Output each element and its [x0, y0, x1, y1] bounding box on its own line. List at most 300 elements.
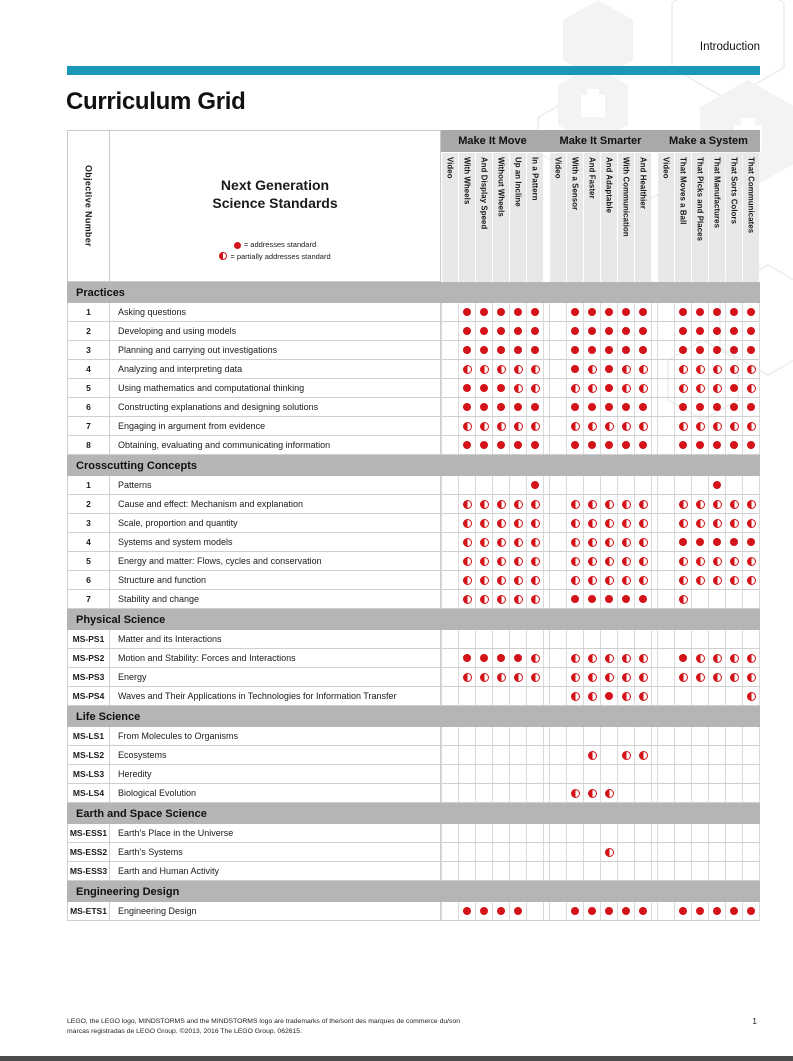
mark-cell — [692, 687, 709, 705]
filled-circle-icon — [730, 538, 738, 546]
mark-cell — [459, 476, 476, 494]
marks-cells — [441, 360, 760, 378]
table-row — [67, 862, 760, 881]
mark-cell — [635, 590, 652, 608]
mark-cell — [743, 398, 760, 416]
filled-circle-icon — [605, 308, 613, 316]
mark-group — [441, 727, 544, 745]
half-filled-circle-icon — [531, 557, 540, 566]
column-header-with-communication — [618, 153, 634, 282]
mark-cell — [510, 902, 527, 920]
filled-circle-icon — [463, 346, 471, 354]
mark-cell — [692, 398, 709, 416]
mark-cell — [618, 649, 635, 667]
half-filled-circle-icon — [463, 595, 472, 604]
half-filled-circle-icon — [571, 422, 580, 431]
filled-circle-icon — [639, 346, 647, 354]
column-header-label: And Adaptable — [604, 157, 614, 214]
mark-cell — [550, 649, 567, 667]
mark-cell — [493, 533, 510, 551]
filled-circle-icon — [571, 595, 579, 603]
mark-cell — [658, 436, 675, 454]
mark-cell — [527, 862, 544, 880]
standards-title — [212, 176, 337, 212]
mark-cell — [635, 436, 652, 454]
mark-cell — [442, 590, 459, 608]
filled-circle-icon — [679, 907, 687, 915]
column-header-that-communicates — [743, 153, 759, 282]
filled-circle-icon — [463, 441, 471, 449]
mark-cell — [510, 843, 527, 861]
half-filled-circle-icon — [639, 576, 648, 585]
half-filled-circle-icon — [639, 751, 648, 760]
filled-circle-icon — [480, 327, 488, 335]
objective-number-cell: 5 — [67, 379, 110, 397]
half-filled-circle-icon — [514, 519, 523, 528]
mark-cell — [567, 687, 584, 705]
filled-circle-icon — [747, 403, 755, 411]
standard-label-cell: Structure and function — [110, 571, 441, 589]
mark-cell — [692, 514, 709, 532]
mark-cell — [442, 322, 459, 340]
mark-cell — [658, 303, 675, 321]
mark-cell — [743, 571, 760, 589]
filled-circle-icon — [514, 327, 522, 335]
mark-cell — [675, 784, 692, 802]
half-filled-circle-icon — [679, 673, 688, 682]
filled-circle-icon — [497, 308, 505, 316]
mark-cell — [601, 902, 618, 920]
half-filled-circle-icon — [622, 576, 631, 585]
mark-cell — [527, 398, 544, 416]
marks-cells — [441, 590, 760, 608]
column-strip-group — [657, 153, 760, 282]
half-filled-circle-icon — [730, 519, 739, 528]
mark-cell — [675, 436, 692, 454]
filled-circle-icon — [588, 595, 596, 603]
mark-cell — [743, 360, 760, 378]
table-row — [67, 902, 760, 921]
mark-cell — [726, 843, 743, 861]
half-filled-circle-icon — [747, 557, 756, 566]
half-filled-circle-icon — [588, 519, 597, 528]
mark-cell — [726, 341, 743, 359]
mark-cell — [567, 843, 584, 861]
mark-cell — [601, 746, 618, 764]
filled-circle-icon — [571, 403, 579, 411]
mark-cell — [493, 687, 510, 705]
marks-cells — [441, 436, 760, 454]
filled-circle-icon — [497, 441, 505, 449]
half-filled-circle-icon — [463, 519, 472, 528]
mark-cell — [459, 746, 476, 764]
filled-circle-icon — [713, 481, 721, 489]
mark-cell — [459, 784, 476, 802]
column-header-label: Up an Incline — [513, 157, 523, 207]
mark-cell — [442, 398, 459, 416]
half-filled-circle-icon — [605, 654, 614, 663]
mark-cell — [658, 687, 675, 705]
filled-circle-icon — [622, 403, 630, 411]
half-filled-circle-icon — [679, 384, 688, 393]
mark-cell — [618, 514, 635, 532]
mark-group — [441, 571, 544, 589]
half-filled-circle-icon — [480, 595, 489, 604]
mark-cell — [527, 843, 544, 861]
mark-group — [441, 649, 544, 667]
half-filled-circle-icon — [514, 365, 523, 374]
half-filled-circle-icon — [571, 500, 580, 509]
half-filled-circle-icon — [531, 422, 540, 431]
mark-cell — [510, 495, 527, 513]
half-filled-circle-icon — [463, 422, 472, 431]
mark-cell — [726, 746, 743, 764]
half-filled-circle-icon — [747, 673, 756, 682]
mark-cell — [675, 668, 692, 686]
column-header-with-wheels — [459, 153, 475, 282]
mark-cell — [618, 341, 635, 359]
mark-cell — [709, 902, 726, 920]
mark-cell — [584, 514, 601, 532]
standard-label-cell: Systems and system models — [110, 533, 441, 551]
mark-cell — [726, 476, 743, 494]
mark-cell — [618, 824, 635, 842]
mark-cell — [493, 649, 510, 667]
half-filled-circle-icon — [747, 500, 756, 509]
mark-cell — [567, 341, 584, 359]
mark-cell — [601, 571, 618, 589]
mark-cell — [476, 630, 493, 648]
half-filled-circle-icon — [531, 654, 540, 663]
mark-cell — [743, 514, 760, 532]
half-filled-circle-icon — [679, 557, 688, 566]
mark-cell — [709, 746, 726, 764]
mark-cell — [675, 824, 692, 842]
mark-cell — [476, 727, 493, 745]
filled-circle-icon — [622, 346, 630, 354]
mark-cell — [493, 341, 510, 359]
mark-cell — [658, 379, 675, 397]
mark-cell — [658, 590, 675, 608]
mark-cell — [675, 862, 692, 880]
mark-cell — [584, 630, 601, 648]
filled-circle-icon — [571, 346, 579, 354]
mark-group — [441, 668, 544, 686]
half-filled-circle-icon — [747, 692, 756, 701]
mark-cell — [709, 495, 726, 513]
mark-group — [657, 727, 760, 745]
filled-circle-icon — [480, 308, 488, 316]
objective-number-cell: 7 — [67, 590, 110, 608]
mark-cell — [743, 322, 760, 340]
half-filled-circle-icon — [605, 576, 614, 585]
mark-cell — [743, 590, 760, 608]
half-filled-circle-icon — [480, 422, 489, 431]
half-filled-circle-icon — [622, 384, 631, 393]
half-filled-circle-icon — [747, 365, 756, 374]
mark-cell — [692, 862, 709, 880]
mark-cell — [743, 765, 760, 783]
table-row — [67, 303, 760, 322]
mark-cell — [675, 571, 692, 589]
mark-cell — [567, 784, 584, 802]
mark-cell — [550, 746, 567, 764]
column-header-and-display-speed — [476, 153, 492, 282]
objective-number-cell: 4 — [67, 360, 110, 378]
filled-circle-icon — [747, 907, 755, 915]
mark-group — [549, 360, 652, 378]
standard-label-cell: Engineering Design — [110, 902, 441, 920]
mark-cell — [658, 360, 675, 378]
mark-cell — [692, 784, 709, 802]
mark-cell — [550, 322, 567, 340]
filled-circle-icon — [605, 403, 613, 411]
mark-cell — [584, 476, 601, 494]
mark-cell — [476, 746, 493, 764]
legend — [219, 239, 330, 262]
mark-cell — [709, 571, 726, 589]
marks-cells — [441, 727, 760, 745]
mark-cell — [635, 746, 652, 764]
mark-cell — [658, 784, 675, 802]
mark-cell — [550, 687, 567, 705]
mark-cell — [527, 824, 544, 842]
half-filled-circle-icon — [622, 692, 631, 701]
half-filled-circle-icon — [639, 500, 648, 509]
half-filled-circle-icon — [622, 557, 631, 566]
mark-group — [657, 765, 760, 783]
mark-cell — [493, 765, 510, 783]
filled-circle-icon — [480, 346, 488, 354]
half-filled-circle-icon — [696, 500, 705, 509]
mark-cell — [709, 341, 726, 359]
mark-cell — [493, 630, 510, 648]
mark-cell — [476, 417, 493, 435]
mark-cell — [550, 552, 567, 570]
mark-cell — [550, 360, 567, 378]
half-filled-circle-icon — [531, 673, 540, 682]
filled-circle-icon — [571, 441, 579, 449]
mark-group — [657, 533, 760, 551]
mark-cell — [510, 303, 527, 321]
mark-group — [549, 303, 652, 321]
half-filled-circle-icon — [730, 654, 739, 663]
mark-cell — [658, 322, 675, 340]
mark-cell — [527, 765, 544, 783]
filled-circle-icon — [622, 907, 630, 915]
mark-cell — [493, 322, 510, 340]
filled-circle-icon — [531, 308, 539, 316]
half-filled-circle-icon — [713, 654, 722, 663]
mark-cell — [459, 514, 476, 532]
half-filled-circle-icon — [571, 789, 580, 798]
column-header-and-healthier — [635, 153, 651, 282]
half-filled-circle-icon — [588, 789, 597, 798]
filled-circle-icon — [730, 441, 738, 449]
filled-circle-icon — [571, 907, 579, 915]
mark-cell — [601, 727, 618, 745]
column-header-label: That Moves a Ball — [678, 157, 688, 225]
half-filled-circle-icon — [588, 384, 597, 393]
marks-cells — [441, 630, 760, 648]
column-header-video — [658, 153, 674, 282]
half-filled-circle-icon — [514, 422, 523, 431]
half-filled-circle-icon — [713, 365, 722, 374]
standard-label-cell: Earth's Systems — [110, 843, 441, 861]
mark-cell — [459, 341, 476, 359]
mark-cell — [658, 649, 675, 667]
half-filled-circle-icon — [588, 673, 597, 682]
mark-cell — [510, 784, 527, 802]
mark-cell — [709, 649, 726, 667]
mark-cell — [442, 746, 459, 764]
mark-cell — [709, 360, 726, 378]
column-header-label: Video — [661, 157, 671, 179]
half-filled-circle-icon — [531, 365, 540, 374]
column-header-that-picks-and-places — [692, 153, 708, 282]
mark-cell — [584, 341, 601, 359]
half-filled-circle-icon — [730, 673, 739, 682]
column-header-label: Video — [553, 157, 563, 179]
mark-cell — [726, 824, 743, 842]
mark-cell — [510, 765, 527, 783]
marks-cells — [441, 746, 760, 764]
filled-circle-icon — [622, 308, 630, 316]
mark-cell — [692, 379, 709, 397]
mark-cell — [709, 436, 726, 454]
mark-cell — [527, 784, 544, 802]
mark-cell — [510, 341, 527, 359]
filled-circle-icon — [639, 327, 647, 335]
half-filled-circle-icon — [588, 751, 597, 760]
mark-cell — [493, 784, 510, 802]
mark-cell — [743, 533, 760, 551]
half-filled-circle-icon — [605, 673, 614, 682]
mark-cell — [743, 495, 760, 513]
mark-cell — [743, 630, 760, 648]
standard-label-cell: Asking questions — [110, 303, 441, 321]
half-filled-circle-icon — [480, 538, 489, 547]
mark-cell — [635, 322, 652, 340]
mark-cell — [618, 765, 635, 783]
mark-cell — [550, 341, 567, 359]
column-strip-group — [441, 153, 544, 282]
mark-cell — [567, 495, 584, 513]
mark-cell — [459, 379, 476, 397]
mark-cell — [692, 341, 709, 359]
mark-cell — [635, 649, 652, 667]
table-header — [67, 130, 760, 282]
filled-circle-icon — [622, 441, 630, 449]
mark-cell — [527, 902, 544, 920]
objective-number-cell: MS-ETS1 — [67, 902, 110, 920]
mark-cell — [510, 727, 527, 745]
standard-label-cell: Matter and its Interactions — [110, 630, 441, 648]
half-filled-circle-icon — [696, 557, 705, 566]
mark-cell — [476, 784, 493, 802]
legend-item-full — [219, 239, 330, 250]
mark-cell — [601, 476, 618, 494]
mark-cell — [442, 495, 459, 513]
mark-group — [657, 398, 760, 416]
filled-circle-icon — [531, 441, 539, 449]
objective-number-cell: 3 — [67, 341, 110, 359]
mark-cell — [527, 687, 544, 705]
mark-cell — [635, 668, 652, 686]
marks-cells — [441, 398, 760, 416]
mark-cell — [567, 630, 584, 648]
mark-cell — [550, 902, 567, 920]
mark-cell — [476, 398, 493, 416]
half-filled-circle-icon — [639, 654, 648, 663]
curriculum-grid-table — [67, 130, 760, 921]
mark-cell — [635, 417, 652, 435]
filled-circle-icon — [696, 346, 704, 354]
mark-cell — [442, 784, 459, 802]
marks-cells — [441, 322, 760, 340]
mark-cell — [726, 360, 743, 378]
half-filled-circle-icon — [730, 576, 739, 585]
mark-cell — [442, 687, 459, 705]
mark-cell — [459, 495, 476, 513]
mark-cell — [527, 668, 544, 686]
filled-circle-icon — [696, 538, 704, 546]
column-header-up-an-incline — [510, 153, 526, 282]
mark-cell — [442, 476, 459, 494]
mark-cell — [510, 649, 527, 667]
section-header: Physical Science — [67, 609, 760, 630]
mark-cell — [743, 727, 760, 745]
mark-cell — [550, 398, 567, 416]
filled-circle-icon — [463, 308, 471, 316]
column-header-label: That Picks and Places — [695, 157, 705, 242]
filled-circle-icon — [497, 907, 505, 915]
half-filled-circle-icon — [605, 848, 614, 857]
mark-cell — [476, 476, 493, 494]
mark-cell — [635, 784, 652, 802]
mark-group — [657, 649, 760, 667]
filled-circle-icon — [679, 654, 687, 662]
standard-label-cell: Constructing explanations and designing solutions — [110, 398, 441, 416]
half-filled-circle-icon — [497, 557, 506, 566]
mark-cell — [584, 436, 601, 454]
column-header-label: With Communication — [621, 157, 631, 237]
mark-group — [441, 417, 544, 435]
mark-group — [657, 322, 760, 340]
mark-group — [549, 687, 652, 705]
half-filled-circle-icon — [514, 557, 523, 566]
mark-cell — [550, 303, 567, 321]
mark-group — [657, 514, 760, 532]
standard-label-cell: Obtaining, evaluating and communicating information — [110, 436, 441, 454]
objective-number-cell: 3 — [67, 514, 110, 532]
mark-cell — [675, 417, 692, 435]
mark-cell — [442, 379, 459, 397]
half-filled-circle-icon — [747, 654, 756, 663]
mark-cell — [726, 687, 743, 705]
mark-group — [549, 843, 652, 861]
mark-cell — [442, 436, 459, 454]
half-filled-circle-icon — [588, 576, 597, 585]
mark-cell — [567, 379, 584, 397]
mark-cell — [493, 417, 510, 435]
mark-cell — [709, 552, 726, 570]
standard-label-cell: Stability and change — [110, 590, 441, 608]
filled-circle-icon — [679, 308, 687, 316]
mark-cell — [476, 571, 493, 589]
objective-number-cell: MS-PS1 — [67, 630, 110, 648]
mark-cell — [476, 902, 493, 920]
